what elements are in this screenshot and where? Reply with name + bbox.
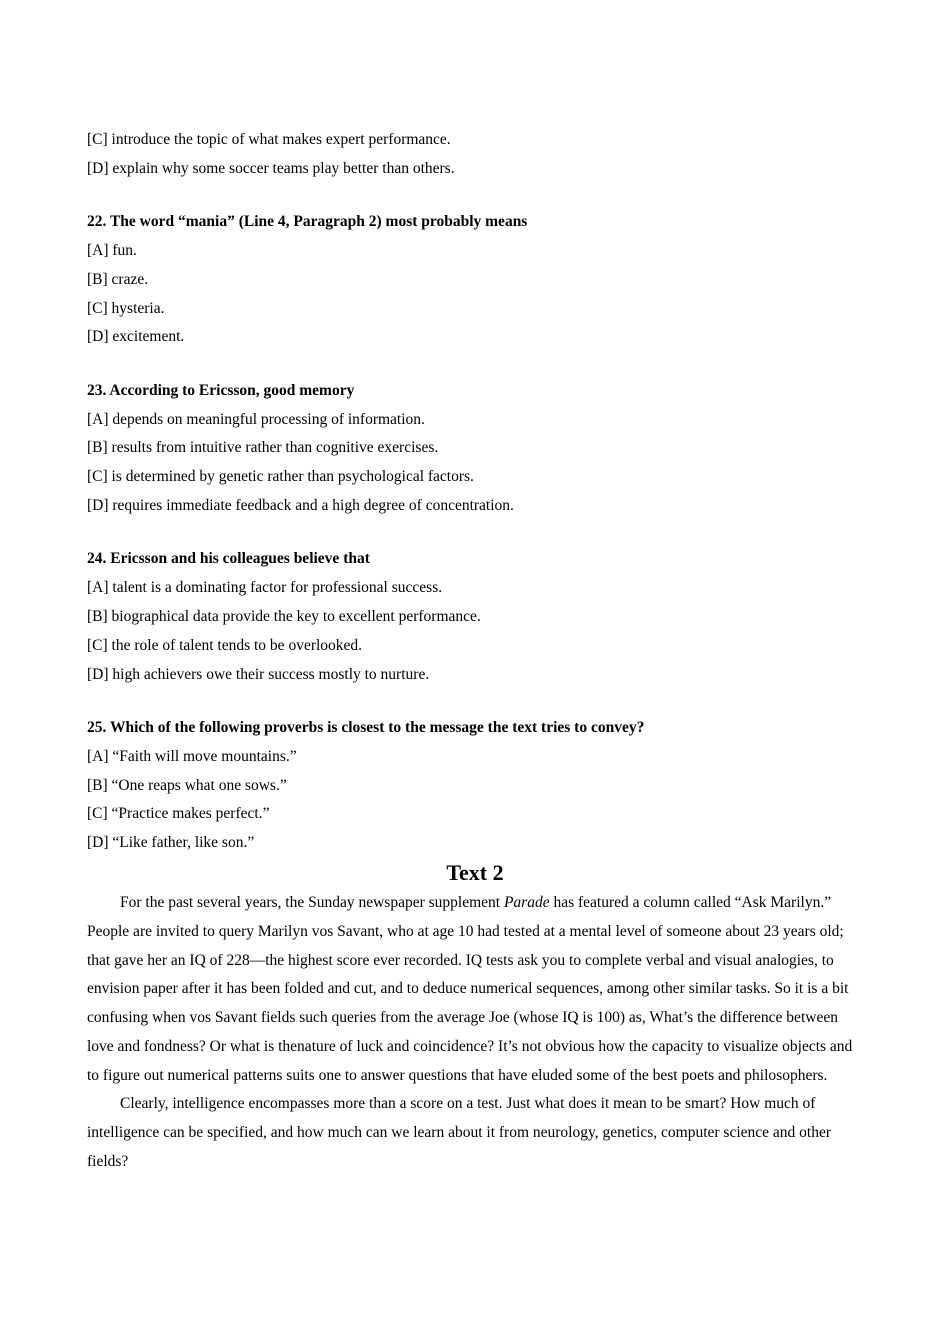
question-stem: 22. The word “mania” (Line 4, Paragraph 2) most probably means xyxy=(87,213,528,231)
document-page xyxy=(87,126,863,1177)
option-line: [B] results from intuitive rather than cognitive exercises. xyxy=(87,439,439,457)
option-line: [C] introduce the topic of what makes expert performance. xyxy=(87,131,451,148)
option-line: [D] requires immediate feedback and a high degree of concentration. xyxy=(87,496,514,514)
option-line: [B] biographical data provide the key to excellent performance. xyxy=(87,607,481,625)
question-stem: 24. Ericsson and his colleagues believe that xyxy=(87,550,370,568)
option-line: [D] excitement. xyxy=(87,328,185,346)
paragraph-1-start: For the past several years, the Sunday newspaper supplement xyxy=(120,893,504,911)
paragraph-2-text: Clearly, intelligence encompasses more than a score on a test. Just what does it mean to be smart? How much of intelligence can be specified, and how much can we learn about it from neurology, genetics, computer science and other fields? xyxy=(87,1095,831,1171)
option-line: [A] depends on meaningful processing of information. xyxy=(87,410,425,428)
option-line: [B] “One reaps what one sows.” xyxy=(87,776,287,794)
option-line: [B] craze. xyxy=(87,270,149,288)
paragraph-1 xyxy=(87,889,863,1091)
publication-title: Parade xyxy=(503,893,550,911)
option-line: [D] high achievers owe their success mostly to nurture. xyxy=(87,665,430,683)
paragraph-1-rest: has featured a column called “Ask Marilyn.” People are invited to query Marilyn vos Savant, who at age 10 had tested at a mental level of someone about 23 years old; that gave her an IQ of 228—the highest score ever recorded. IQ tests ask you to complete verbal and visual analogies, to envision paper after it has been folded and cut, and to deduce numerical sequences, among other similar tasks. So it is a bit confusing when vos Savant fields such queries from the average Joe (whose IQ is 100) as, What’s the difference between love and fondness? Or what is thenature of luck and coincidence? It’s not obvious how the capacity to visualize objects and to figure out numerical patterns suits one to answer questions that have eluded some of the best poets and philosophers. xyxy=(87,893,853,1084)
option-line: [C] “Practice makes perfect.” xyxy=(87,805,270,823)
option-line: [A] fun. xyxy=(87,241,137,259)
option-line: [A] “Faith will move mountains.” xyxy=(87,747,297,765)
option-line: [D] explain why some soccer teams play better than others. xyxy=(87,159,455,177)
option-line: [A] talent is a dominating factor for professional success. xyxy=(87,579,443,597)
option-line: [C] the role of talent tends to be overlooked. xyxy=(87,636,363,654)
question-stem: 23. According to Ericsson, good memory xyxy=(87,381,355,399)
option-line: [C] is determined by genetic rather than psychological factors. xyxy=(87,468,474,486)
paragraph-2 xyxy=(87,1090,863,1176)
section-heading: Text 2 xyxy=(446,859,504,885)
question-stem: 25. Which of the following proverbs is closest to the message the text tries to convey? xyxy=(87,718,645,736)
option-line: [D] “Like father, like son.” xyxy=(87,834,255,852)
option-line: [C] hysteria. xyxy=(87,299,165,317)
